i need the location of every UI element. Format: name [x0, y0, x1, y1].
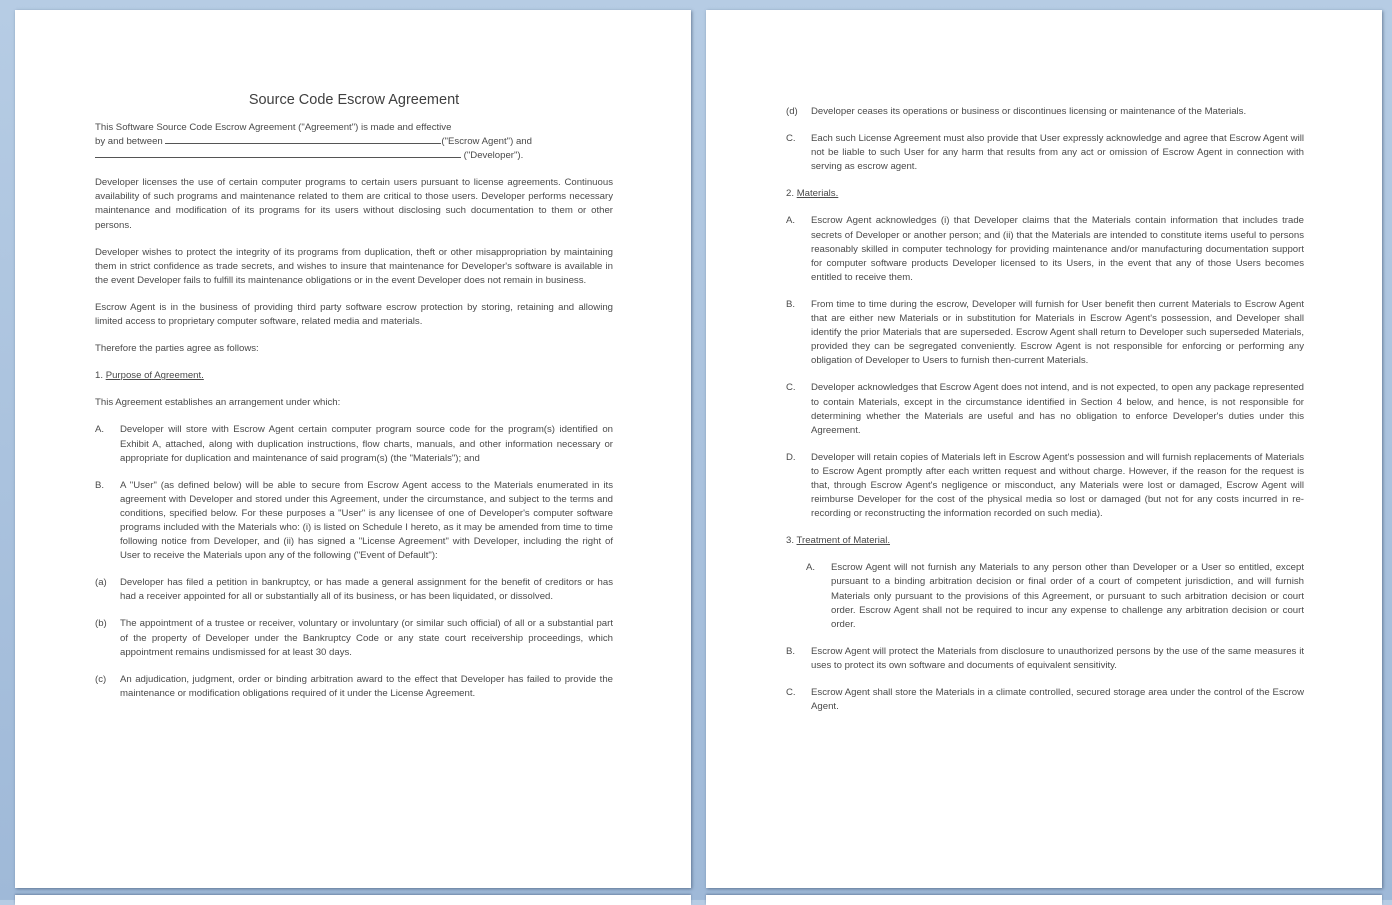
section-3-item-c	[786, 686, 1304, 714]
section-1-subitem-a	[95, 576, 613, 604]
intro-developer: ("Developer").	[463, 150, 524, 162]
item-text: The appointment of a trustee or receiver, voluntary or involuntary (or similar such official) of all or a substantial part of the property of Developer under the Bankruptcy Code or any state court receivership proceedings, which appointment remains undismissed for at least 30 days.	[120, 618, 613, 658]
intro-paragraph	[95, 121, 613, 163]
item-label: B.	[95, 479, 105, 491]
section-1-title: Purpose of Agreement.	[105, 370, 204, 382]
item-text: Escrow Agent will protect the Materials from disclosure to unauthorized persons by the use of the same measures it uses to protect its own software and documents of equivalent sensitivity.	[811, 645, 1304, 671]
item-label: B.	[786, 298, 796, 310]
section-1-item-b	[95, 479, 613, 564]
section-1-heading	[95, 369, 613, 383]
item-text: Escrow Agent acknowledges (i) that Developer claims that the Materials contain information that includes trade secrets of Developer or another person; and (ii) that the Materials are intended to constitute items useful to persons reasonably skilled in computer technology for providing maintenance and/or manufacturing documentation support for computer software products Developer licensed to its Users, in the event that any of those Users becomes entitled to receive them.	[811, 215, 1304, 283]
item-text: A "User" (as defined below) will be able to secure from Escrow Agent access to the Materials enumerated in its agreement with Developer and stored under this Agreement, under the circumstance, and subject to the terms and conditions, specified below. For these purposes a "User" is any licensee of one of Developer's computer software programs included with the Materials who: (i) is listed on Schedule I hereto, as it may be amended from time to time following notice from Developer, and (ii) has signed a "License Agreement" with Developer, including the right of User to receive the Materials upon any of the following ("Event of Default"):	[120, 479, 613, 562]
section-2-item-b	[786, 298, 1304, 368]
section-3-title: Treatment of Material.	[796, 535, 890, 547]
item-label: (c)	[95, 673, 107, 685]
item-text: Developer has filed a petition in bankruptcy, or has made a general assignment for the benefit of creditors or has had a receiver appointed for all or substantially all of its business, or has been liquidated, or dissolved.	[120, 577, 613, 603]
escrow-agent-blank[interactable]	[165, 135, 441, 144]
item-text: Developer will retain copies of Materials left in Escrow Agent's possession and will furnish replacements of Materials to Escrow Agent promptly after each written request and without charge. However, if the reason for the request is that, through Escrow Agent's negligence or misconduct, any Materials were lost or damaged, Escrow Agent will reimburse Developer for the cost of the physical media so lost or damaged (but not for any costs incurred in re-recording or reconstructing the information recorded on such media).	[811, 451, 1304, 520]
item-label: A.	[806, 562, 816, 574]
section-1-number: 1.	[95, 370, 104, 382]
item-label: A.	[786, 215, 796, 227]
section-2-title: Materials.	[796, 188, 839, 200]
item-text: From time to time during the escrow, Developer will furnish for User benefit then current Materials to Escrow Agent that are either new Materials or in substitution for Materials in Escrow Agent's possession, and Developer shall identify the prior Materials that are superseded. Escrow Agent shall return to Developer such superseded Materials, provided they can be segregated conveniently. Escrow Agent is not responsible for enforcing or performing any obligation of Developer to Users to furnish then-current Materials.	[811, 298, 1304, 367]
section-1-intro: This Agreement establishes an arrangement under which:	[95, 397, 341, 409]
item-label: D.	[786, 451, 796, 463]
document-title: Source Code Escrow Agreement	[248, 92, 460, 108]
section-1-subitem-d	[786, 105, 1304, 119]
agree-paragraph: Therefore the parties agree as follows:	[95, 343, 259, 355]
section-2-heading	[786, 187, 1304, 201]
item-text: Developer ceases its operations or business or discontinues licensing or maintenance of the Materials.	[811, 106, 1247, 117]
next-page-edge-right	[706, 895, 1382, 905]
item-text: Each such License Agreement must also provide that User expressly acknowledge and agree that Escrow Agent will not be liable to such User for any harm that results from any act or omission of Escrow Agent in connection with serving as escrow agent.	[811, 133, 1304, 173]
recital-paragraph-1: Developer licenses the use of certain computer programs to certain users pursuant to license agreements. Continuous availability of such programs and maintenance related to them are critical to those users. Developer performs necessary maintenance and modification of its programs for its users without disclosing such documentation to them or other persons.	[95, 177, 613, 231]
section-3-heading	[786, 534, 1304, 548]
item-label: C.	[786, 382, 796, 394]
item-label: (d)	[786, 106, 798, 117]
section-3-item-b	[786, 645, 1304, 673]
section-1-subitem-c	[95, 673, 613, 701]
item-label: B.	[786, 645, 796, 657]
item-text: Escrow Agent will not furnish any Materials to any person other than Developer or a User so entitled, except pursuant to a binding arbitration decision or final order of a court of competent jurisdiction, and will furnish Materials only pursuant to the provisions of this Agreement, or pursuant to such arbitration decision or court order. Escrow Agent shall not be required to incur any expense to challenge any arbitration decision or court order.	[831, 562, 1304, 630]
item-text: Developer acknowledges that Escrow Agent does not intend, and is not expected, to open any package represented to contain Materials, except in the circumstance identified in Section 4 below, and hence, is not responsible for determining whether the Materials are useful and has no obligation to enforce Developer's duties under this Agreement.	[811, 382, 1304, 436]
item-label: A.	[95, 424, 105, 436]
next-page-edge-left	[15, 895, 691, 905]
section-2-item-c	[786, 381, 1304, 437]
item-label: C.	[786, 687, 796, 698]
item-text: Developer will store with Escrow Agent certain computer program source code for the program(s) identified on Exhibit A, attached, along with duplication instructions, flow charts, manuals, and other information necessary or appropriate for duplication and maintenance of said program(s) (the "Materials"); and	[120, 424, 613, 464]
intro-line-1: This Software Source Code Escrow Agreement ("Agreement") is made and effective	[95, 122, 452, 133]
item-label: (b)	[95, 618, 107, 630]
intro-by-between: by and between	[95, 136, 163, 148]
section-2-number: 2.	[786, 188, 795, 200]
section-2-item-a	[786, 214, 1304, 284]
section-1-item-a	[95, 423, 613, 465]
item-text: An adjudication, judgment, order or binding arbitration award to the effect that Developer has failed to provide the maintenance or modification obligations required of it under the License Agreement.	[120, 673, 613, 699]
developer-blank[interactable]	[95, 149, 461, 158]
item-label: (a)	[95, 577, 107, 589]
item-label: C.	[786, 133, 796, 145]
section-1-subitem-b	[95, 617, 613, 659]
section-3-item-a	[806, 561, 1304, 631]
recital-paragraph-3: Escrow Agent is in the business of providing third party software escrow protection by storing, retaining and allowing limited access to proprietary computer software, related media and materials.	[95, 301, 613, 328]
section-2-item-d	[786, 451, 1304, 521]
section-3-number: 3.	[786, 535, 795, 547]
recital-paragraph-2: Developer wishes to protect the integrity of its programs from duplication, theft or other misappropriation by maintaining them in strict confidence as trade secrets, and wishes to insure that maintenance for Developer's software is available in the event Developer fails to fulfill its maintenance obligations or in the event Developer does not remain in business.	[95, 246, 613, 286]
section-1-item-c	[786, 132, 1304, 174]
document-page-2	[706, 10, 1382, 888]
intro-escrow-agent: ("Escrow Agent") and	[441, 136, 532, 148]
document-page-1	[15, 10, 691, 888]
item-text: Escrow Agent shall store the Materials in a climate controlled, secured storage area under the control of the Escrow Agent.	[811, 687, 1304, 713]
